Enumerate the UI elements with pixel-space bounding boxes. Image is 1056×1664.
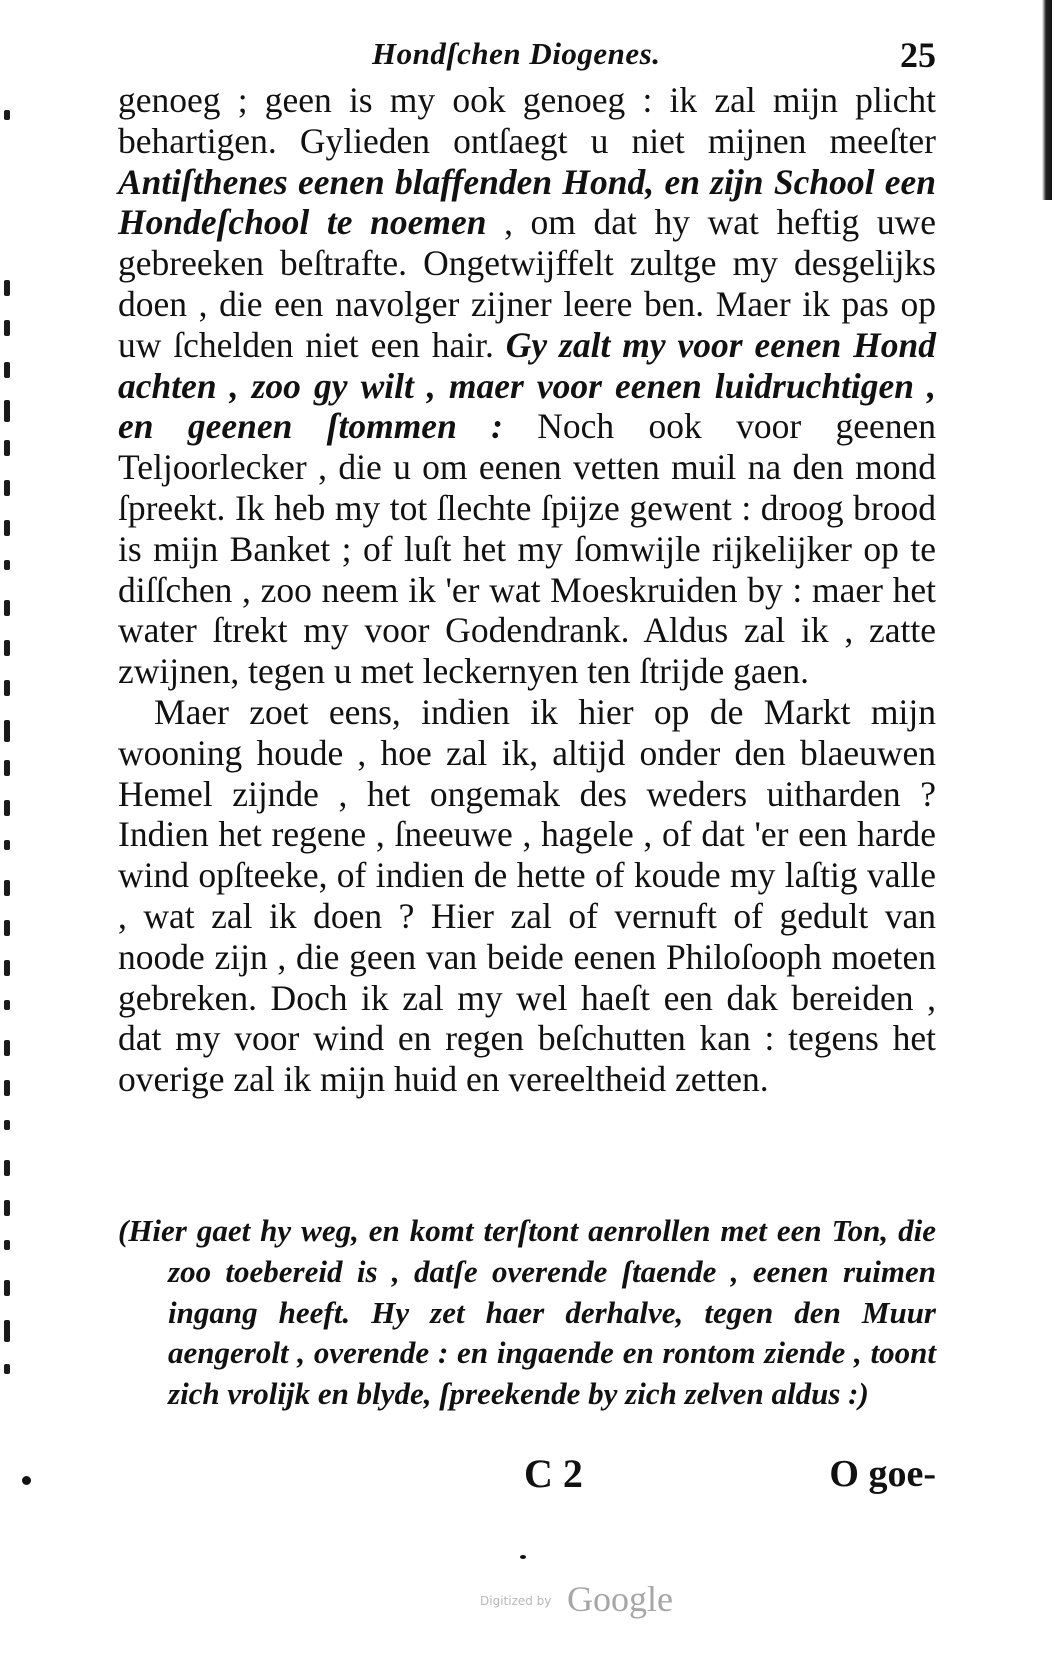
bleed-mark bbox=[4, 362, 10, 378]
ink-speck bbox=[22, 1476, 31, 1485]
bleed-mark bbox=[4, 840, 10, 850]
bleed-mark bbox=[4, 800, 10, 816]
bleed-mark bbox=[4, 760, 10, 776]
bleed-mark bbox=[4, 280, 10, 296]
bleed-mark bbox=[4, 1364, 10, 1374]
italic-run: Gy zalt my voor eenen Hond achten , zoo gy wilt , maer voor eenen luidruchtigen , en geenen ſtommen : bbox=[118, 324, 936, 447]
text-run: Noch ook voor geenen Teljoorlecker , die u om eenen vetten muil na den mond ſpreekt. Ik heb my tot ſlechte ſpijze gewent : droog brood is mijn Banket ; of luſt het my ſomwijle rijkelijker op te diſſchen , zoo neem ik 'er wat Moeskruiden by : maer het water ſtrekt my voor Godendrank. Aldus zal ik , zatte zwijnen, tegen u met leckernyen ten ſtrijde gaen. bbox=[118, 406, 936, 692]
bleed-mark bbox=[4, 920, 10, 936]
bleed-mark bbox=[4, 1320, 10, 1342]
page-edge-shadow bbox=[1042, 0, 1052, 200]
text-run: genoeg ; geen is my ook genoeg : ik zal mijn plicht behartigen. Gylieden ontſaegt u niet mijnen meeſter bbox=[118, 80, 936, 161]
catchword: O goe- bbox=[829, 1453, 936, 1495]
digitized-watermark bbox=[470, 1580, 710, 1620]
bleed-mark bbox=[4, 320, 10, 336]
bleed-mark bbox=[4, 1040, 10, 1056]
signature-mark: C 2 bbox=[524, 1451, 583, 1496]
bleed-mark bbox=[4, 680, 10, 696]
bleed-mark bbox=[4, 1080, 10, 1096]
left-margin-bleed bbox=[0, 100, 22, 1480]
page-number: 25 bbox=[900, 35, 936, 75]
ink-speck bbox=[520, 1555, 526, 1559]
bleed-mark bbox=[4, 480, 10, 496]
running-head bbox=[118, 34, 936, 78]
bleed-mark bbox=[4, 880, 10, 896]
bleed-mark bbox=[4, 1000, 10, 1010]
body-text bbox=[118, 80, 936, 1100]
bleed-mark bbox=[4, 1200, 10, 1216]
bleed-mark bbox=[4, 1160, 10, 1176]
watermark-prefix: Digitized by bbox=[480, 1594, 552, 1608]
stage-direction: (Hier gaet hy weg, en komt terſtont aenrollen met een Ton, die zoo toebereid is , datſe overende ſtaende , eenen ruimen ingang heeft. Hy zet haer derhalve, tegen den Muur aengerolt , overende : en ingaende en rontom ziende , toont zich vrolijk en blyde, ſpreekende by zich zelven aldus :) bbox=[118, 1213, 936, 1412]
bleed-mark bbox=[4, 110, 10, 120]
bleed-mark bbox=[4, 1280, 10, 1296]
bleed-mark bbox=[4, 640, 10, 656]
paragraph-2: Maer zoet eens, indien ik hier op de Markt mijn wooning houde , hoe zal ik, altijd onder den blaeuwen Hemel zijnde , het ongemak des weders uitharden ? Indien het regene , ſneeuwe , hagele , of dat 'er een harde wind opſteeke, of indien de hette of koude my laſtig valle , wat zal ik doen ? Hier zal of vernuft of gedult van noode zijn , die geen van beide eenen Philoſooph moeten gebreken. Doch ik zal my wel haeſt een dak bereiden , dat my voor wind en regen beſchutten kan : tegens het overige zal ik mijn huid en vereeltheid zetten. bbox=[118, 691, 936, 1100]
bleed-mark bbox=[4, 560, 10, 570]
bleed-mark bbox=[4, 960, 10, 976]
paragraph-1 bbox=[118, 80, 936, 692]
bleed-mark bbox=[4, 520, 10, 536]
bleed-mark bbox=[4, 400, 10, 422]
running-title: Hondſchen Diogenes. bbox=[372, 36, 661, 71]
text-run: , om dat hy wat heftig uwe gebreeken beſtrafte. Ongetwijffelt zultge my desgelijks doen , die een navolger zijner leere ben. Maer ik pas op uw ſchelden niet een hair. bbox=[118, 202, 937, 365]
google-logo: Google bbox=[567, 1579, 673, 1619]
bleed-mark bbox=[4, 1120, 10, 1130]
italic-run: Antiſthenes eenen blaffenden Hond, en zijn School een Hondeſchool te noemen bbox=[118, 161, 936, 243]
bleed-mark bbox=[4, 720, 10, 742]
bleed-mark bbox=[4, 600, 10, 616]
bleed-mark bbox=[4, 1240, 10, 1250]
bleed-mark bbox=[4, 440, 10, 456]
